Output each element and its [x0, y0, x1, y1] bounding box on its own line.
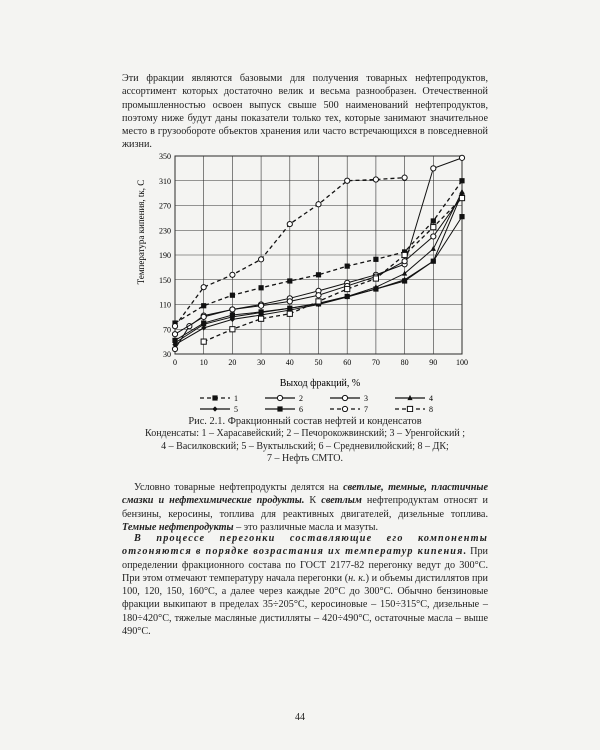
x-tick-label: 100 — [456, 358, 468, 367]
legend-label: 5 — [234, 405, 238, 412]
p3-text-b: При определении фракционного состава по ГОСТ 2177-82 перегонку ведут до 300°С. При этом отмечают температуру начала перегонки ( — [122, 546, 488, 584]
p2-text-e: нефтепродуктам относят и бензины, керосины, топлива для реактивных двигателей, дизельные топлива. — [122, 495, 488, 520]
legend-item-4 — [395, 394, 433, 403]
chart-grid — [175, 156, 462, 354]
series-8-point — [345, 286, 350, 291]
caption-line-2: Конденсаты: 1 – Харасавейский; 2 – Печорокожвинский; 3 – Уренгойский ; — [145, 428, 465, 440]
series-7-point — [316, 202, 321, 207]
body-paragraph-3 — [122, 532, 488, 638]
series-1-point — [201, 303, 206, 308]
series-4-point — [431, 246, 436, 251]
series-7-point — [201, 285, 206, 290]
chart-legend — [200, 394, 433, 412]
series-3-point — [287, 299, 292, 304]
series-8 — [201, 195, 465, 344]
series-3-point — [316, 293, 321, 298]
legend-item-5 — [200, 405, 238, 412]
intro-paragraph — [122, 72, 488, 152]
x-tick-label: 30 — [257, 358, 266, 367]
x-tick-label: 40 — [285, 358, 294, 367]
caption-line-4: 7 – Нефть СМТО. — [267, 453, 343, 465]
series-6-point — [402, 278, 407, 283]
y-tick-label: 70 — [163, 325, 171, 335]
legend-item-2 — [265, 394, 303, 403]
legend-marker — [277, 395, 282, 400]
legend-label: 1 — [234, 394, 238, 403]
series-8-point — [259, 316, 264, 321]
intro-text: Эти фракции являются базовыми для получения товарных нефтепродуктов, ассортимент которых достаточно велик и весьма разнообразен. Отечественной промышленностью освоен выпуск свыше 500 наименований нефтепродуктов, поэтому ниже будут даны показатели только тех, которые занимают значительное место в грузообороте объектов хранения или часто встречающихся в повседневной жизни. — [122, 73, 488, 151]
x-tick-label: 20 — [228, 358, 237, 367]
series-1-point — [431, 218, 436, 223]
series-3-point — [201, 314, 206, 319]
series-2-point — [459, 155, 464, 160]
legend-marker — [277, 406, 282, 411]
series-6-point — [201, 320, 206, 325]
p2-emphasis-categories: светлые, темные, пластичные смазки и нефтехимические продукты. — [122, 482, 488, 507]
y-axis-label — [136, 180, 146, 285]
series-6-point — [459, 214, 464, 219]
series-8-point — [431, 225, 436, 230]
legend-item-8 — [395, 405, 433, 412]
x-tick-label: 0 — [173, 358, 177, 367]
legend-item-3 — [330, 394, 368, 403]
y-tick-label: 30 — [163, 350, 171, 359]
page-number: 44 — [295, 712, 305, 723]
p2-text-a: Условно товарные нефтепродукты делятся на — [134, 482, 344, 493]
series-7-point — [230, 272, 235, 277]
y-tick-label: 350 — [159, 152, 171, 161]
series-6-point — [431, 259, 436, 264]
series-1-point — [345, 264, 350, 269]
y-axis-label-text: Температура кипения, tк, С — [136, 179, 146, 285]
p2-text-g: – это различные масла и мазуты. — [233, 521, 379, 533]
series-3-point — [431, 234, 436, 239]
legend-marker — [212, 395, 217, 400]
legend-label: 7 — [364, 405, 368, 412]
legend-marker — [342, 406, 347, 411]
series-6-point — [287, 306, 292, 311]
p3-text-d: ) и объемы дистиллятов при 100, 120, 150, 160°С, а далее через каждые 20°С до 300°С. Обычно бензиновые фракции выкипают в пределах 35÷205°С, керосиновые – 150÷315°С, дизельные – 180÷420°С, тяжелые масляные дистилляты – 420÷490°С, остаточные масла – выше 490°С. — [122, 572, 488, 638]
series-8-point — [316, 299, 321, 304]
series-6-point — [230, 312, 235, 317]
y-tick-label: 310 — [159, 176, 171, 186]
x-tick-label: 50 — [314, 358, 323, 367]
x-tick-label: 10 — [199, 358, 208, 367]
x-tick-label: 80 — [400, 358, 409, 367]
fractional-composition-chart — [130, 150, 475, 412]
figure-caption — [122, 416, 488, 466]
series-7-point — [172, 324, 177, 329]
p2-emphasis-light: светлым — [321, 495, 362, 507]
series-1-point — [459, 178, 464, 183]
legend-label: 3 — [364, 394, 368, 403]
y-tick-label: 190 — [159, 251, 171, 260]
series-1-point — [316, 272, 321, 277]
series-1-point — [230, 293, 235, 298]
p3-emphasis-distillation: В процессе перегонки составляющие его компоненты отгоняются в порядке возрастания их температур кипения. — [122, 533, 488, 558]
legend-label: 8 — [429, 405, 433, 412]
x-axis-label: Выход фракций, % — [279, 378, 361, 389]
x-tick-label: 90 — [429, 358, 438, 367]
legend-item-1 — [200, 394, 238, 403]
series-3-point — [172, 332, 177, 337]
series-1-point — [373, 257, 378, 262]
x-tick-label: 70 — [371, 358, 380, 367]
series-3-point — [259, 303, 264, 308]
legend-label: 4 — [429, 394, 433, 403]
p2-emphasis-dark: Темные нефтепродукты — [122, 521, 234, 533]
x-tick-label: 60 — [343, 358, 352, 367]
y-tick-label: 230 — [159, 226, 171, 236]
series-7-point — [402, 175, 407, 180]
p2-text-c: К — [304, 495, 322, 507]
series-8-point — [459, 195, 464, 200]
series-4-point — [402, 270, 407, 275]
y-tick-label: 270 — [159, 201, 171, 211]
legend-label: 6 — [299, 405, 303, 412]
series-6-point — [345, 294, 350, 299]
series-7-point — [373, 177, 378, 182]
legend-label: 2 — [299, 394, 303, 403]
series-8-point — [373, 276, 378, 281]
series-6-point — [259, 309, 264, 314]
series-3-point — [402, 259, 407, 264]
paragraph-3 — [122, 532, 488, 638]
series-8-line — [204, 198, 462, 342]
series-7-point — [345, 178, 350, 183]
caption-line-3: 4 – Василковский; 5 – Вуктыльский; 6 – Средневилюйский; 8 – ДК; — [161, 440, 449, 452]
paragraph-2 — [122, 481, 488, 534]
caption-title: Рис. 2.1. Фракционный состав нефтей и конденсатов — [188, 416, 422, 427]
series-8-point — [201, 339, 206, 344]
legend-marker — [342, 395, 347, 400]
legend-marker — [407, 406, 412, 411]
y-tick-label: 110 — [159, 300, 171, 310]
series-6-point — [373, 286, 378, 291]
legend-item-6 — [265, 405, 303, 412]
legend-marker — [212, 406, 217, 411]
series-8-point — [402, 252, 407, 257]
series-2-point — [431, 166, 436, 171]
y-tick-label: 150 — [159, 275, 171, 285]
legend-item-7 — [330, 405, 368, 412]
series-6-point — [172, 338, 177, 343]
series-8-point — [230, 327, 235, 332]
series-8-point — [287, 311, 292, 316]
series-1-point — [259, 285, 264, 290]
series-3-point — [230, 307, 235, 312]
p3-abbrev: н. к. — [348, 572, 366, 584]
body-paragraph-2 — [122, 481, 488, 534]
series-7-point — [259, 257, 264, 262]
series-1-point — [287, 278, 292, 283]
series-7-point — [287, 221, 292, 226]
